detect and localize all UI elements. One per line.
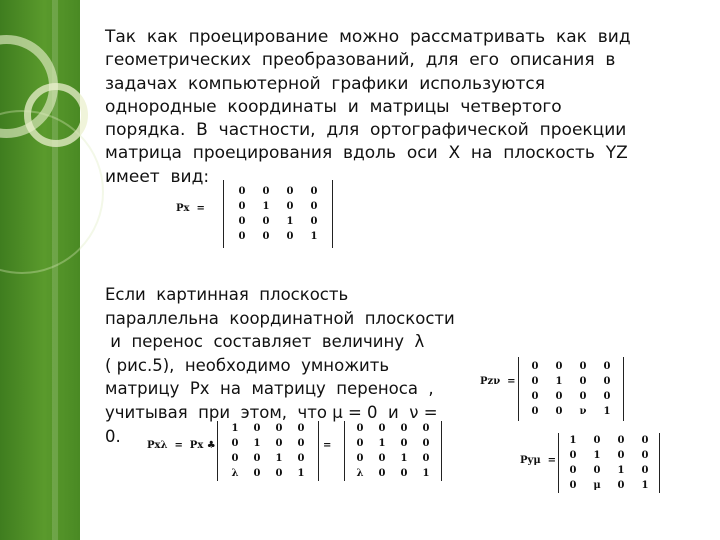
matrix-cell: 0 [238, 201, 246, 212]
matrix-cell: 0 [617, 450, 625, 461]
matrix-cell: 0 [579, 361, 587, 372]
matrix-row [561, 478, 657, 493]
matrix-cell: 0 [569, 465, 577, 476]
matrix-cell: 0 [400, 423, 408, 434]
matrix-row [224, 436, 312, 451]
matrix-cell: 1 [262, 201, 270, 212]
matrix-cell: 0 [262, 216, 270, 227]
matrix-cell: ν [579, 406, 587, 417]
matrix-cell: 1 [555, 376, 563, 387]
pzv-matrix-label: Pzν = [480, 376, 516, 387]
matrix-row [523, 389, 619, 404]
matrix-cell: 0 [531, 361, 539, 372]
px-matrix-label: Px = [176, 203, 205, 214]
matrix-cell: 0 [275, 438, 283, 449]
matrix-cell: 0 [555, 406, 563, 417]
matrix-cell: 0 [297, 453, 305, 464]
matrix-cell: 0 [356, 453, 364, 464]
matrix-row [523, 374, 619, 389]
matrix-cell: 1 [641, 480, 649, 491]
matrix-cell: 0 [579, 391, 587, 402]
matrix-cell: 0 [569, 480, 577, 491]
matrix-cell: 0 [641, 465, 649, 476]
matrix-cell: 0 [378, 468, 386, 479]
matrix-row [230, 214, 326, 229]
matrix-cell: 1 [310, 231, 318, 242]
matrix-cell: 0 [531, 406, 539, 417]
matrix-cell: 0 [238, 186, 246, 197]
matrix-cell: 0 [297, 423, 305, 434]
pxl-result-matrix [344, 421, 442, 481]
matrix-row [230, 184, 326, 199]
matrix-cell: 0 [603, 361, 611, 372]
matrix-cell: 0 [310, 216, 318, 227]
matrix-cell: 0 [400, 438, 408, 449]
matrix-cell: 0 [297, 438, 305, 449]
matrix-cell: 0 [231, 453, 239, 464]
matrix-cell: μ [593, 480, 601, 491]
matrix-cell: 0 [253, 423, 261, 434]
matrix-cell: 0 [531, 391, 539, 402]
pym-matrix-label: Pyμ = [520, 455, 556, 466]
pym-matrix [558, 433, 660, 493]
matrix-cell: 0 [617, 435, 625, 446]
matrix-cell: 0 [555, 391, 563, 402]
matrix-cell: 0 [593, 465, 601, 476]
matrix-row [349, 436, 437, 451]
matrix-row [523, 359, 619, 374]
matrix-row [224, 466, 312, 481]
matrix-cell: 0 [641, 450, 649, 461]
matrix-cell: 0 [238, 216, 246, 227]
matrix-cell: 0 [617, 480, 625, 491]
px-matrix [223, 180, 333, 248]
matrix-cell: 0 [275, 468, 283, 479]
matrix-cell: 1 [603, 406, 611, 417]
matrix-cell: 1 [593, 450, 601, 461]
pxl-equation-label: Pxλ = Px ♣ [147, 440, 216, 451]
matrix-row [349, 421, 437, 436]
matrix-cell: 0 [238, 231, 246, 242]
matrix-cell: 0 [262, 186, 270, 197]
matrix-cell: 0 [422, 423, 430, 434]
matrix-cell: 1 [378, 438, 386, 449]
matrix-cell: 0 [531, 376, 539, 387]
matrix-cell: 0 [603, 376, 611, 387]
matrix-cell: 0 [603, 391, 611, 402]
ring-ornament-faint [0, 110, 104, 274]
matrix-cell: 1 [400, 453, 408, 464]
matrix-row [224, 421, 312, 436]
translation-paragraph: Если картинная плоскость параллельна координатной плоскости и перенос составляет величину λ ( рис.5), необходимо умножить матрицу Px на матрицу переноса , учитывая при этом, что μ = 0 и ν = 0. [105, 285, 455, 446]
matrix-cell: 0 [593, 435, 601, 446]
matrix-cell: 0 [378, 423, 386, 434]
matrix-row [523, 404, 619, 419]
intro-paragraph: Так как проецирование можно рассматривать как вид геометрических преобразований, для его описания в задачах компьютерной графики используются однородные координаты и матрицы четвертого порядка. В частности, для ортографической проекции матрица проецирования вдоль оси X на плоскость YZ имеет вид: [105, 27, 631, 187]
green-sidebar-decoration [0, 0, 80, 540]
matrix-cell: 0 [275, 423, 283, 434]
matrix-cell: 1 [275, 453, 283, 464]
matrix-cell: 1 [569, 435, 577, 446]
matrix-cell: 0 [555, 361, 563, 372]
matrix-cell: 0 [378, 453, 386, 464]
matrix-cell: 0 [356, 438, 364, 449]
translation-matrix [217, 421, 319, 481]
matrix-cell: 0 [310, 186, 318, 197]
matrix-cell: 1 [422, 468, 430, 479]
matrix-cell: λ [231, 468, 239, 479]
matrix-cell: 0 [310, 201, 318, 212]
matrix-row [561, 448, 657, 463]
matrix-row [561, 463, 657, 478]
matrix-cell: 0 [286, 186, 294, 197]
equals-sign: = [323, 440, 332, 451]
matrix-cell: 1 [297, 468, 305, 479]
matrix-cell: 1 [253, 438, 261, 449]
matrix-row [224, 451, 312, 466]
matrix-cell: 1 [617, 465, 625, 476]
matrix-cell: 0 [253, 453, 261, 464]
matrix-cell: 0 [422, 453, 430, 464]
matrix-cell: 0 [253, 468, 261, 479]
matrix-cell: 0 [579, 376, 587, 387]
matrix-row [230, 229, 326, 244]
matrix-row [230, 199, 326, 214]
matrix-cell: 0 [422, 438, 430, 449]
matrix-cell: 0 [569, 450, 577, 461]
matrix-cell: 1 [286, 216, 294, 227]
pzv-matrix [518, 357, 624, 421]
matrix-cell: 0 [262, 231, 270, 242]
matrix-cell: 0 [641, 435, 649, 446]
matrix-cell: λ [356, 468, 364, 479]
matrix-cell: 1 [231, 423, 239, 434]
matrix-row [349, 466, 437, 481]
matrix-cell: 0 [286, 231, 294, 242]
matrix-cell: 0 [286, 201, 294, 212]
matrix-cell: 0 [231, 438, 239, 449]
matrix-row [561, 433, 657, 448]
matrix-cell: 0 [400, 468, 408, 479]
matrix-row [349, 451, 437, 466]
matrix-cell: 0 [356, 423, 364, 434]
